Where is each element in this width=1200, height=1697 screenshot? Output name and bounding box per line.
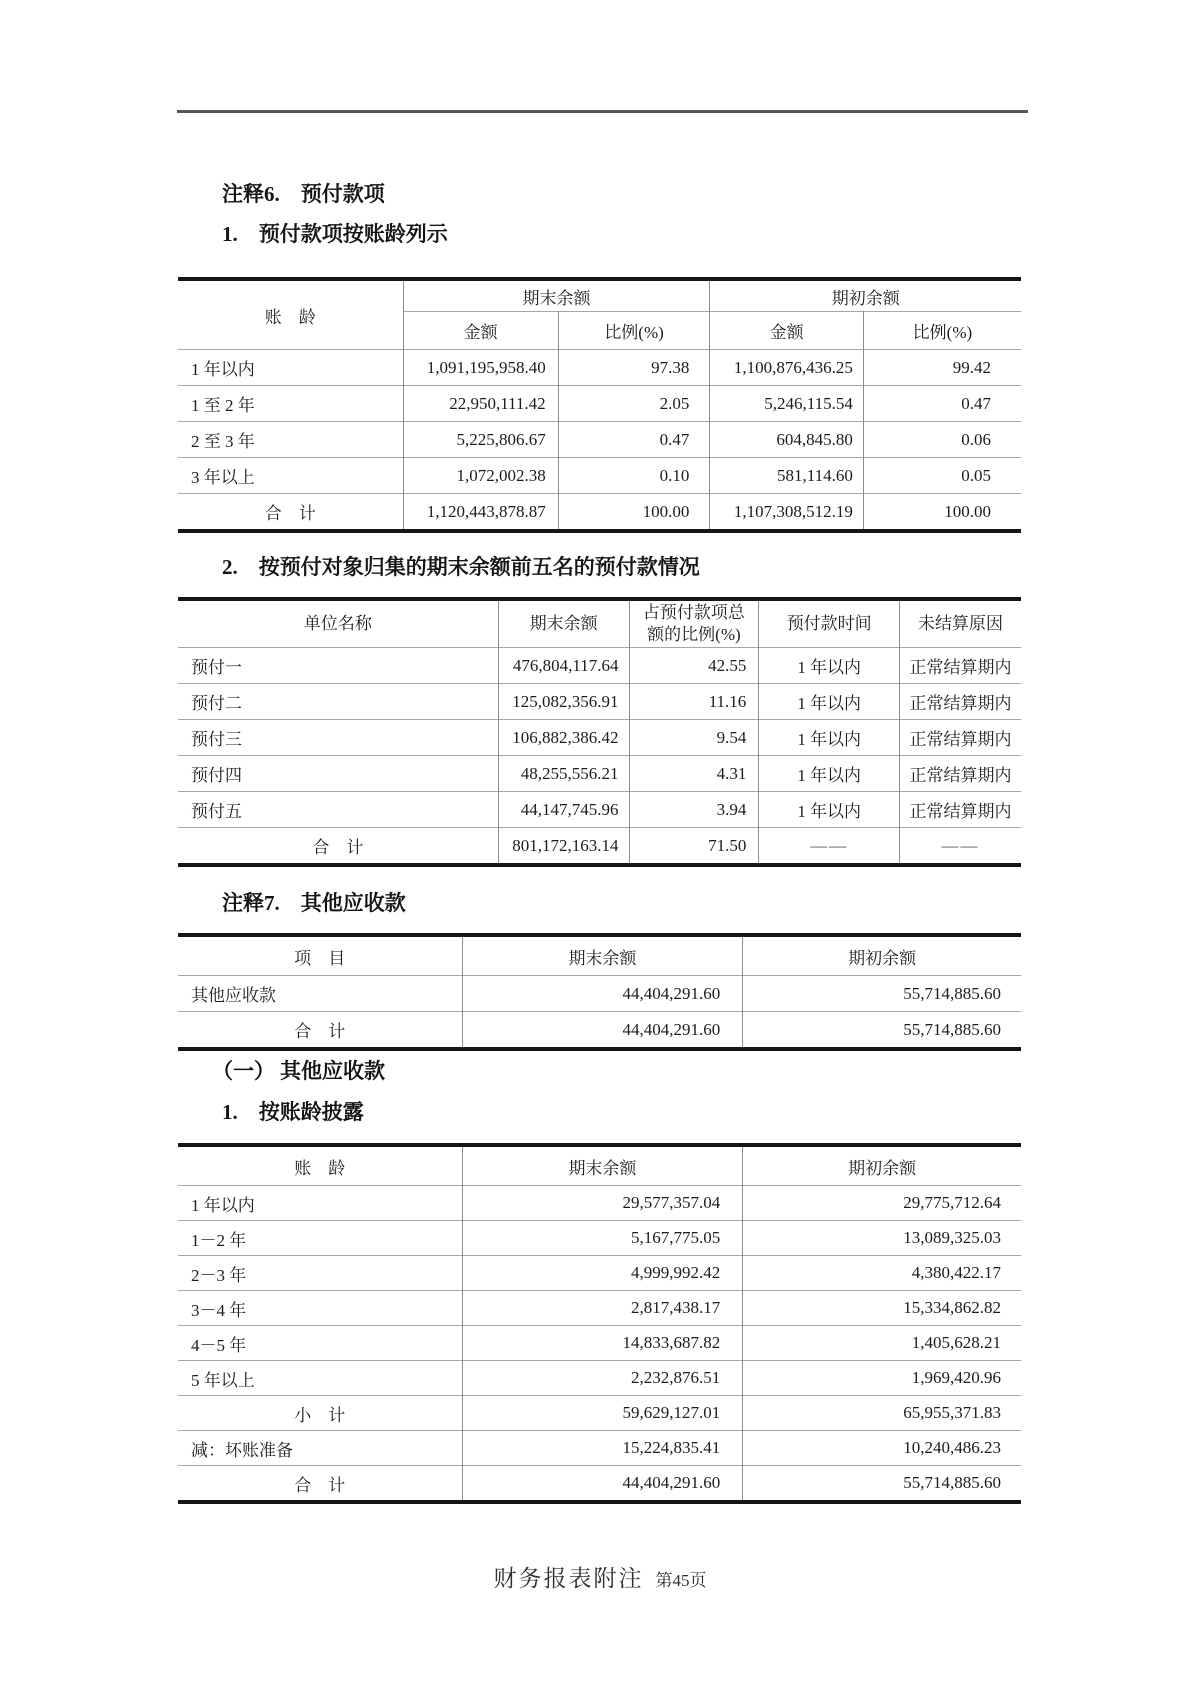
table-cell: 9.54 [629, 720, 759, 756]
table-cell: 3.94 [629, 792, 759, 828]
table-cell: 1,091,195,958.40 [403, 350, 558, 386]
table-cell: 13,089,325.03 [743, 1221, 1021, 1256]
table-cell: 3 年以上 [178, 458, 403, 494]
table-cell: 55,714,885.60 [743, 1466, 1021, 1503]
table-total-row [178, 1396, 1021, 1431]
table-row [178, 684, 1021, 720]
table-cell: 44,404,291.60 [462, 1012, 743, 1050]
note6-sub1-heading [222, 221, 448, 247]
table-cell: 1－2 年 [178, 1221, 462, 1256]
note7-sub2-number: 1. [222, 1100, 238, 1124]
table-row [178, 386, 1021, 422]
table-header-cell: 期末余额 [498, 599, 629, 648]
table-cell: 预付一 [178, 648, 498, 684]
table-header-cell: 账 龄 [178, 279, 403, 350]
note6-sub1-text: 预付款项按账龄列示 [258, 222, 448, 246]
table-cell: 0.05 [863, 458, 1021, 494]
table-cell: 44,404,291.60 [462, 1466, 743, 1503]
table-cell: 1 年以内 [759, 648, 900, 684]
prepayments-top5-table [178, 597, 1021, 867]
prepayments-by-aging-table [178, 277, 1021, 533]
table-cell: 减：坏账准备 [178, 1431, 462, 1466]
table-cell: 正常结算期内 [900, 720, 1021, 756]
table-header-row [178, 1145, 1021, 1186]
table-cell: 100.00 [863, 494, 1021, 532]
note7-heading [222, 890, 406, 916]
table-cell: 2－3 年 [178, 1256, 462, 1291]
table-cell: 55,714,885.60 [743, 1012, 1021, 1050]
table-cell: 1,120,443,878.87 [403, 494, 558, 532]
table-cell: 预付二 [178, 684, 498, 720]
table-cell: 1 年以内 [759, 720, 900, 756]
other-receivables-aging-table [178, 1143, 1021, 1504]
table-cell: 合 计 [178, 1012, 462, 1050]
table-header-cell: 金额 [710, 312, 863, 350]
table-cell: 97.38 [558, 350, 710, 386]
table-row [178, 422, 1021, 458]
table-cell: 1 年以内 [759, 792, 900, 828]
table-total-row [178, 828, 1021, 866]
table-header-cell: 期末余额 [462, 1145, 743, 1186]
note7-heading-text: 其他应收款 [300, 891, 406, 915]
table-header-row [178, 935, 1021, 976]
table-cell: —— [759, 828, 900, 866]
table-cell: 1 年以内 [759, 756, 900, 792]
table-cell: 正常结算期内 [900, 684, 1021, 720]
table-row [178, 976, 1021, 1012]
table-cell: —— [900, 828, 1021, 866]
note6-sub1-number: 1. [222, 222, 238, 246]
footer-page-number: 第45页 [655, 1571, 707, 1590]
table-total-row [178, 1466, 1021, 1503]
table-cell: 48,255,556.21 [498, 756, 629, 792]
table-cell: 正常结算期内 [900, 792, 1021, 828]
table-header-cell: 期初余额 [848, 1158, 917, 1178]
table-cell: 0.06 [863, 422, 1021, 458]
table-cell: 44,404,291.60 [462, 976, 743, 1012]
table-row [178, 1431, 1021, 1466]
table-cell: 22,950,111.42 [403, 386, 558, 422]
table-cell: 4.31 [629, 756, 759, 792]
note7-sub1-text: 其他应收款 [280, 1059, 385, 1083]
note7-sub2-heading [222, 1099, 364, 1125]
table-total-row [178, 1012, 1021, 1050]
table-cell: 2,232,876.51 [462, 1361, 743, 1396]
table-total-row [178, 494, 1021, 532]
table-cell: 0.10 [558, 458, 710, 494]
table-header-cell: 预付款时间 [759, 599, 900, 648]
table-cell: 125,082,356.91 [498, 684, 629, 720]
table-cell: 合 计 [178, 1466, 462, 1503]
table-header-cell: 期初余额 [848, 948, 917, 968]
table-header-cell: 单位名称 [178, 599, 498, 648]
table-cell: 正常结算期内 [900, 648, 1021, 684]
table-row [178, 648, 1021, 684]
table-cell: 801,172,163.14 [498, 828, 629, 866]
table-header-cell: 占预付款项总 额的比例(%) [629, 599, 759, 648]
table-cell: 14,833,687.82 [462, 1326, 743, 1361]
header-rule [177, 110, 1028, 113]
table-cell: 1 年以内 [178, 350, 403, 386]
table-row [178, 350, 1021, 386]
table-cell: 15,224,835.41 [462, 1431, 743, 1466]
table-header-cell: 金额 [403, 312, 558, 350]
table-cell: 2.05 [558, 386, 710, 422]
table-header-cell: 期初余额 [831, 288, 900, 308]
table-cell: 99.42 [863, 350, 1021, 386]
table-row [178, 1221, 1021, 1256]
table-cell: 1,072,002.38 [403, 458, 558, 494]
table-cell: 正常结算期内 [900, 756, 1021, 792]
note6-heading-text: 预付款项 [300, 182, 385, 206]
table-row [178, 458, 1021, 494]
table-cell: 581,114.60 [710, 458, 863, 494]
table-row [178, 720, 1021, 756]
table-cell: 10,240,486.23 [743, 1431, 1021, 1466]
table-cell: 1,405,628.21 [743, 1326, 1021, 1361]
table-cell: 71.50 [629, 828, 759, 866]
note7-sub2-text: 按账龄披露 [258, 1100, 364, 1124]
page-footer [0, 1560, 1200, 1593]
table-cell: 3－4 年 [178, 1291, 462, 1326]
note6-sub2-number: 2. [222, 555, 238, 579]
table-header-cell: 期末余额 [462, 935, 743, 976]
table-header-cell: 比例(%) [863, 312, 1021, 350]
table-cell: 5,167,775.05 [462, 1221, 743, 1256]
table-cell: 1 年以内 [759, 684, 900, 720]
table-cell: 5,246,115.54 [710, 386, 863, 422]
other-receivables-summary-table [178, 933, 1021, 1051]
table-cell: 1,969,420.96 [743, 1361, 1021, 1396]
table-header-cell: 项 目 [178, 935, 462, 976]
table-cell: 0.47 [558, 422, 710, 458]
table-cell: 4,380,422.17 [743, 1256, 1021, 1291]
note6-heading-number: 注释6. [222, 182, 280, 206]
note7-sub1-heading [212, 1058, 385, 1084]
table-cell: 55,714,885.60 [743, 976, 1021, 1012]
table-cell: 合 计 [178, 494, 403, 532]
table-row [178, 756, 1021, 792]
table-cell: 5 年以上 [178, 1361, 462, 1396]
table-cell: 1 至 2 年 [178, 386, 403, 422]
table-cell: 604,845.80 [710, 422, 863, 458]
table-cell: 预付五 [178, 792, 498, 828]
note6-sub2-text: 按预付对象归集的期末余额前五名的预付款情况 [258, 555, 700, 579]
table-cell: 1 年以内 [178, 1186, 462, 1221]
table-cell: 小 计 [178, 1396, 462, 1431]
note6-sub2-heading [222, 554, 700, 580]
table-cell: 11.16 [629, 684, 759, 720]
table-cell: 4－5 年 [178, 1326, 462, 1361]
table-cell: 预付四 [178, 756, 498, 792]
table-header-cell: 账 龄 [178, 1145, 462, 1186]
table-cell: 1,107,308,512.19 [710, 494, 863, 532]
table-cell: 合 计 [178, 828, 498, 866]
table-cell: 2,817,438.17 [462, 1291, 743, 1326]
table-row [178, 792, 1021, 828]
table-cell: 42.55 [629, 648, 759, 684]
table-cell: 1,100,876,436.25 [710, 350, 863, 386]
note7-heading-number: 注释7. [222, 891, 280, 915]
table-header-cell: 比例(%) [558, 312, 710, 350]
note7-sub1-number: （一） [212, 1059, 275, 1083]
table-cell: 100.00 [558, 494, 710, 532]
table-header-cell: 期末余额 [403, 279, 710, 312]
table-row [178, 1186, 1021, 1221]
table-cell: 29,577,357.04 [462, 1186, 743, 1221]
table-cell: 4,999,992.42 [462, 1256, 743, 1291]
table-cell: 0.47 [863, 386, 1021, 422]
table-row [178, 1256, 1021, 1291]
table-cell: 15,334,862.82 [743, 1291, 1021, 1326]
table-cell: 106,882,386.42 [498, 720, 629, 756]
table-cell: 65,955,371.83 [743, 1396, 1021, 1431]
footer-title: 财务报表附注 [493, 1566, 644, 1591]
table-cell: 29,775,712.64 [743, 1186, 1021, 1221]
table-cell: 44,147,745.96 [498, 792, 629, 828]
table-row [178, 1326, 1021, 1361]
table-row [178, 1361, 1021, 1396]
table-cell: 2 至 3 年 [178, 422, 403, 458]
table-cell: 其他应收款 [178, 976, 462, 1012]
table-header-row [178, 279, 1021, 312]
table-cell: 476,804,117.64 [498, 648, 629, 684]
table-cell: 5,225,806.67 [403, 422, 558, 458]
table-row [178, 1291, 1021, 1326]
table-header-row [178, 599, 1021, 648]
table-header-cell: 未结算原因 [918, 614, 1004, 633]
table-cell: 59,629,127.01 [462, 1396, 743, 1431]
note6-heading [222, 181, 385, 207]
table-cell: 预付三 [178, 720, 498, 756]
